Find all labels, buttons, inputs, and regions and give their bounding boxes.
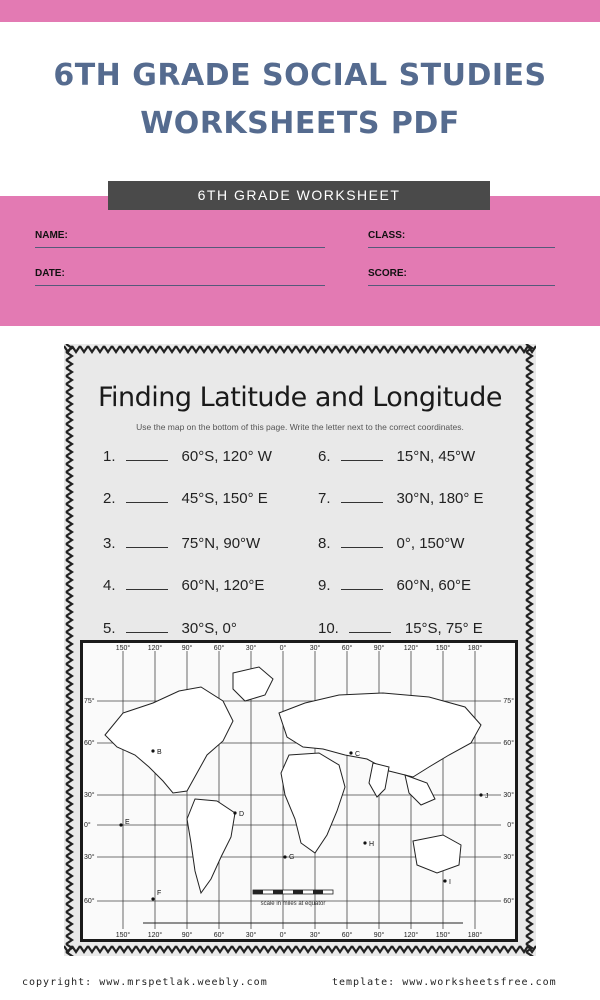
- tick-label: 30°: [503, 792, 514, 799]
- point-label: I: [449, 879, 451, 886]
- worksheet-instructions: Use the map on the bottom of this page. Write the letter next to the correct coordinates.: [136, 422, 464, 432]
- tick-label: 30°: [84, 792, 95, 799]
- point-c: [349, 751, 352, 754]
- answer-blank[interactable]: [126, 449, 168, 461]
- point-label: C: [355, 751, 361, 758]
- answer-blank[interactable]: [341, 449, 383, 461]
- scale-bar: [253, 890, 333, 894]
- point-label: H: [369, 841, 375, 848]
- date-field[interactable]: [35, 285, 325, 286]
- tick-label: 180°: [467, 932, 483, 939]
- point-label: G: [289, 854, 295, 861]
- point-j: [479, 793, 482, 796]
- world-map: [80, 640, 518, 942]
- tick-label: 120°: [147, 932, 163, 939]
- tick-label: 180°: [467, 645, 483, 652]
- tick-label: 75°: [84, 698, 95, 705]
- footer-template: template: www.worksheetsfree.com: [332, 977, 557, 988]
- tick-label: 60°: [213, 645, 225, 652]
- tick-label: 60°: [503, 898, 514, 905]
- answer-blank[interactable]: [341, 578, 383, 590]
- question-2: 2. 45°S, 150° E: [103, 490, 268, 507]
- map-svg: [83, 643, 515, 939]
- tick-label: 30°: [245, 645, 257, 652]
- answer-blank[interactable]: [126, 536, 168, 548]
- question-1: 1. 60°S, 120° W: [103, 448, 272, 465]
- point-label: D: [239, 811, 245, 818]
- question-8: 8. 0°, 150°W: [318, 535, 465, 552]
- point-h: [363, 841, 366, 844]
- answer-blank[interactable]: [349, 621, 391, 633]
- question-6: 6. 15°N, 45°W: [318, 448, 476, 465]
- answer-blank[interactable]: [341, 536, 383, 548]
- tick-label: 0°: [279, 645, 287, 652]
- tick-label: 60°: [341, 932, 353, 939]
- title-line-1: 6TH GRADE SOCIAL STUDIES: [53, 58, 547, 93]
- point-d: [233, 811, 236, 814]
- tick-label: 60°: [213, 932, 225, 939]
- tick-label: 30°: [503, 854, 514, 861]
- tick-label: 30°: [84, 854, 95, 861]
- tick-label: 150°: [435, 645, 451, 652]
- point-e: [119, 823, 122, 826]
- question-9: 9. 60°N, 60°E: [318, 577, 472, 594]
- point-f: [151, 897, 154, 900]
- question-3: 3. 75°N, 90°W: [103, 535, 261, 552]
- name-label: NAME:: [35, 230, 68, 241]
- date-label: DATE:: [35, 268, 65, 279]
- tick-label: 120°: [147, 645, 163, 652]
- point-b: [151, 749, 154, 752]
- tick-label: 90°: [373, 932, 385, 939]
- answer-blank[interactable]: [126, 621, 168, 633]
- top-pink-band: [0, 0, 600, 22]
- point-g: [283, 855, 286, 858]
- tick-label: 60°: [503, 740, 514, 747]
- tick-label: 75°: [503, 698, 514, 705]
- form-panel: [0, 196, 600, 326]
- tick-label: 120°: [403, 932, 419, 939]
- score-label: SCORE:: [368, 268, 407, 279]
- question-4: 4. 60°N, 120°E: [103, 577, 265, 594]
- tick-label: 60°: [84, 740, 95, 747]
- page-title: [0, 52, 600, 148]
- subtitle-bar: 6TH GRADE WORKSHEET: [108, 181, 490, 210]
- name-field[interactable]: [35, 247, 325, 248]
- tick-label: 150°: [115, 932, 131, 939]
- tick-label: 150°: [115, 645, 131, 652]
- tick-label: 90°: [373, 645, 385, 652]
- tick-label: 120°: [403, 645, 419, 652]
- scale-caption: scale in miles at equator: [260, 901, 326, 907]
- tick-label: 0°: [507, 822, 514, 829]
- answer-blank[interactable]: [126, 578, 168, 590]
- score-field[interactable]: [368, 285, 555, 286]
- question-7: 7. 30°N, 180° E: [318, 490, 484, 507]
- point-i: [443, 879, 446, 882]
- point-label: B: [157, 749, 162, 756]
- tick-label: 0°: [84, 822, 91, 829]
- tick-label: 60°: [341, 645, 353, 652]
- tick-label: 30°: [309, 932, 321, 939]
- tick-label: 90°: [181, 645, 193, 652]
- question-10: 10. 15°S, 75° E: [318, 620, 483, 637]
- tick-label: 30°: [245, 932, 257, 939]
- tick-label: 0°: [279, 932, 287, 939]
- tick-label: 150°: [435, 932, 451, 939]
- class-field[interactable]: [368, 247, 555, 248]
- tick-label: 90°: [181, 932, 193, 939]
- title-line-2: WORKSHEETS PDF: [140, 106, 460, 141]
- tick-label: 30°: [309, 645, 321, 652]
- tick-label: 60°: [84, 898, 95, 905]
- footer-copyright: copyright: www.mrspetlak.weebly.com: [22, 977, 268, 988]
- answer-blank[interactable]: [341, 491, 383, 503]
- point-label: E: [125, 819, 130, 826]
- worksheet-title: Finding Latitude and Longitude: [97, 382, 503, 413]
- class-label: CLASS:: [368, 230, 406, 241]
- question-5: 5. 30°S, 0°: [103, 620, 237, 637]
- answer-blank[interactable]: [126, 491, 168, 503]
- point-label: J: [485, 793, 489, 800]
- point-label: F: [157, 890, 162, 897]
